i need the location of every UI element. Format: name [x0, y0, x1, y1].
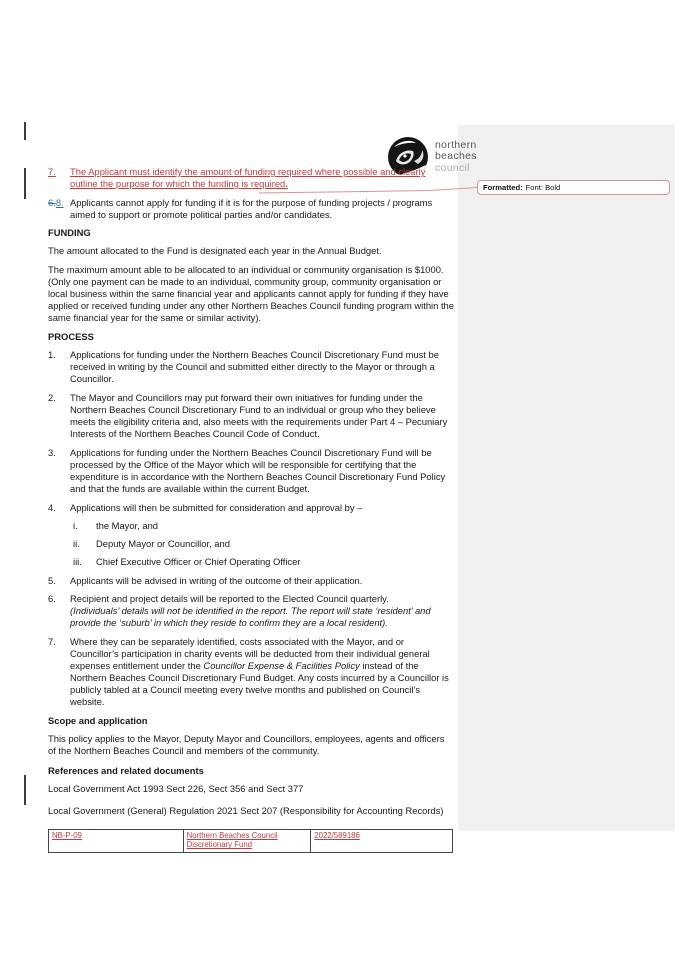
list-item-8-renumbered: [48, 197, 454, 221]
item-text: The Mayor and Councillors may put forward their own initiatives for funding under the Northern Beaches Council Discretionary Fund to an individual or group who they believe meets the eligibility criteria and, also meets with the requirements under Part 4 – Pecuniary Interests of the Northern Beaches Council Code of Conduct.: [70, 391, 448, 440]
process-item-5: [48, 575, 454, 587]
item-number: 4.: [48, 501, 56, 513]
process-subitem-i: [73, 520, 454, 532]
comment-anchor: .: [285, 178, 288, 190]
reference-line-1: Local Government Act 1993 Sect 226, Sect 356 and Sect 377: [48, 783, 304, 795]
item-text: Applications for funding under the Northern Beaches Council Discretionary Fund must be received in writing by the Council and submitted either directly to the Mayor or through a Councillor.: [70, 349, 439, 385]
item-text: Deputy Mayor or Councillor, and: [96, 538, 230, 550]
process-item-4: [48, 502, 454, 514]
process-subitem-ii: [73, 538, 454, 550]
process-item-6: [48, 593, 454, 629]
item-number: i.: [73, 520, 78, 532]
references-heading: References and related documents: [48, 765, 204, 777]
change-bar: [24, 775, 26, 805]
item-text: Where they can be separately identified, costs associated with the Mayor, and or Councillor’s participation in charity events will be deducted from their individual general expenses entitlement under the Councillor Expense & Facilities Policy instead of the Northern Beaches Council Discretionary Fund Budget. Any costs incurred by a Councillor is publicly tabled at a Council meeting every twelve months and published on Council’s website.: [70, 635, 449, 708]
list-item-7-inserted: [48, 166, 454, 190]
doc-title-cell: Northern Beaches Council Discretionary Fund: [183, 829, 311, 852]
footer-table: [48, 829, 453, 853]
item-text: Applications will then be submitted for consideration and approval by –: [70, 501, 363, 513]
item-number: 7.: [48, 635, 56, 647]
item-text: Chief Executive Officer or Chief Operating Officer: [96, 556, 301, 568]
logo-word-northern: northern: [435, 138, 477, 151]
funding-para-2: The maximum amount able to be allocated to an individual or community organisation is $1000. (Only one payment can be made to an individual, community group, community organisation or local business within the same financial year and applicants cannot apply for funding if they have applied or received funding under any other Northern Beaches Council funding program within the same financial year for the same or similar activity).: [48, 263, 454, 323]
scope-para: This policy applies to the Mayor, Deputy Mayor and Councillors, employees, agents and officers of the Northern Beaches Council and members of the community.: [48, 733, 445, 757]
funding-heading: FUNDING: [48, 227, 91, 239]
item-text: Recipient and project details will be reported to the Elected Council quarterly. (Individuals’ details will not be identified in the report. The report will state ‘resident’ and provide the ‘suburb’ in which they reside to confirm they are a local resident).: [70, 593, 431, 629]
process-subitem-iii: [73, 556, 454, 568]
process-item-7: [48, 636, 454, 709]
item-number: 3.: [48, 446, 56, 458]
item-text: the Mayor, and: [96, 520, 159, 532]
comment-value: Font: Bold: [525, 182, 561, 192]
funding-para-1: The amount allocated to the Fund is designated each year in the Annual Budget.: [48, 245, 382, 257]
comment-label: Formatted:: [483, 182, 523, 192]
logo-word-council: council: [435, 161, 470, 174]
policy-title-italic: Councillor Expense & Facilities Policy: [203, 660, 360, 672]
doc-record-cell: 2022/589186: [311, 829, 453, 852]
item-text-italic: (Individuals’ details will not be identified in the report. The report will state ‘resident’ and provide the ‘suburb’ in which they reside to confirm they are a local resident).: [70, 605, 431, 629]
item-number: 6.: [48, 593, 56, 605]
item-text: Applicants cannot apply for funding if it is for the purpose of funding projects / programs aimed to support or promote political parties and/or candidates.: [70, 196, 433, 220]
item-number: 7.: [48, 166, 56, 177]
item-number: 1.: [48, 349, 56, 361]
markup-area-panel: [458, 125, 675, 831]
scope-heading: Scope and application: [48, 714, 148, 726]
doc-id-cell: NB-P-09: [49, 829, 184, 852]
item-number: ii.: [73, 538, 80, 550]
change-bar: [24, 122, 26, 140]
item-number: 5.: [48, 574, 56, 586]
table-row: [49, 829, 453, 852]
inserted-text: The Applicant must identify the amount of funding required where possible and clearly outline the purpose for which the funding is required.: [70, 166, 426, 190]
deleted-number: 6.: [48, 196, 56, 208]
inserted-number: 8.: [55, 196, 64, 208]
document-content: [48, 166, 454, 853]
item-number: [48, 197, 70, 221]
formatted-comment-box[interactable]: [477, 180, 670, 195]
process-heading: PROCESS: [48, 331, 94, 343]
process-item-3: [48, 447, 454, 495]
item-text: Applicants will be advised in writing of the outcome of their application.: [70, 574, 363, 586]
process-item-1: [48, 349, 454, 385]
process-item-2: [48, 392, 454, 440]
item-number: iii.: [73, 556, 82, 568]
reference-line-2: Local Government (General) Regulation 2021 Sect 207 (Responsibility for Accounting Records): [48, 805, 444, 817]
logo-word-beaches: beaches: [435, 150, 477, 163]
change-bar: [24, 168, 26, 199]
item-number: 2.: [48, 391, 56, 403]
item-text: Applications for funding under the Northern Beaches Council Discretionary Fund will be processed by the Office of the Mayor which will be responsible for certifying that the expenditure is in accordance with the Northern Beaches Council Discretionary Fund Policy and that the funds are available within the current Budget.: [70, 446, 446, 495]
